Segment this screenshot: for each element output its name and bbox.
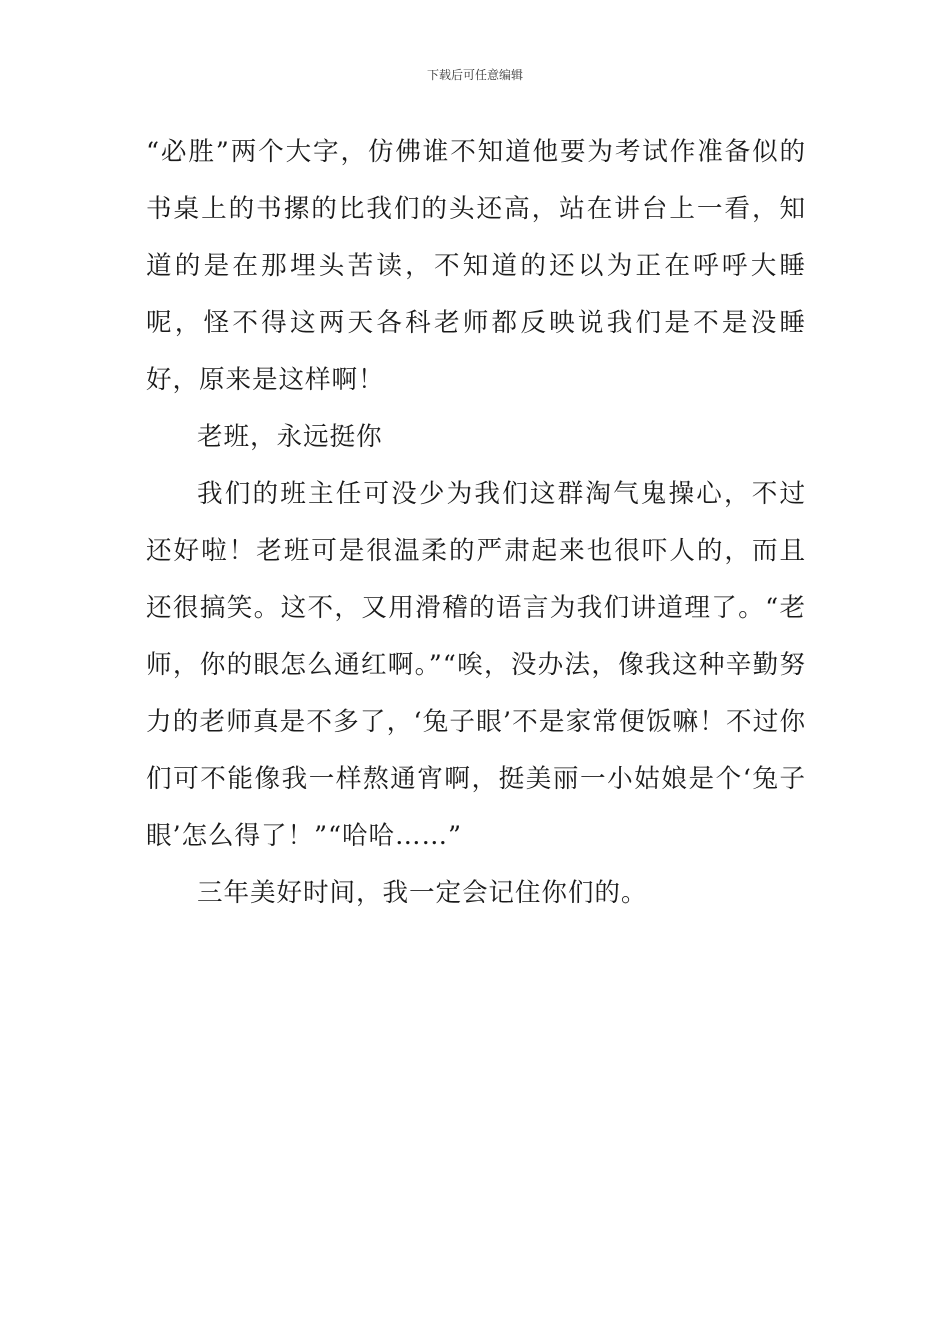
paragraph-closing: 三年美好时间，我一定会记住你们的。 <box>197 878 648 908</box>
paragraph-continuation: “必胜”两个大字，仿佛谁不知道他要为考试作准备似的书桌上的书摞的比我们的头还高，站在讲台上一看，知道的是在那埋头苦读，不知道的还以为正在呼呼大睡呢，怪不得这两天各科老师都反映说我们是不是没睡好，原来是这样啊！ <box>146 137 806 395</box>
section-heading: 老班，永远挺你 <box>197 422 383 452</box>
paragraph-teacher: 我们的班主任可没少为我们这群淘气鬼操心，不过还好啦！老班可是很温柔的严肃起来也很吓人的，而且还很搞笑。这不，又用滑稽的语言为我们讲道理了。“老师，你的眼怎么通红啊。”“唉，没办法，像我这种辛勤努力的老师真是不多了，‘兔子眼’不是家常便饭嘛！不过你们可不能像我一样熬通宵啊，挺美丽一小姑娘是个‘兔子眼’怎么得了！”“哈哈……” <box>146 479 806 851</box>
page-header-note: 下载后可任意编辑 <box>426 68 523 82</box>
document-body <box>146 124 806 922</box>
